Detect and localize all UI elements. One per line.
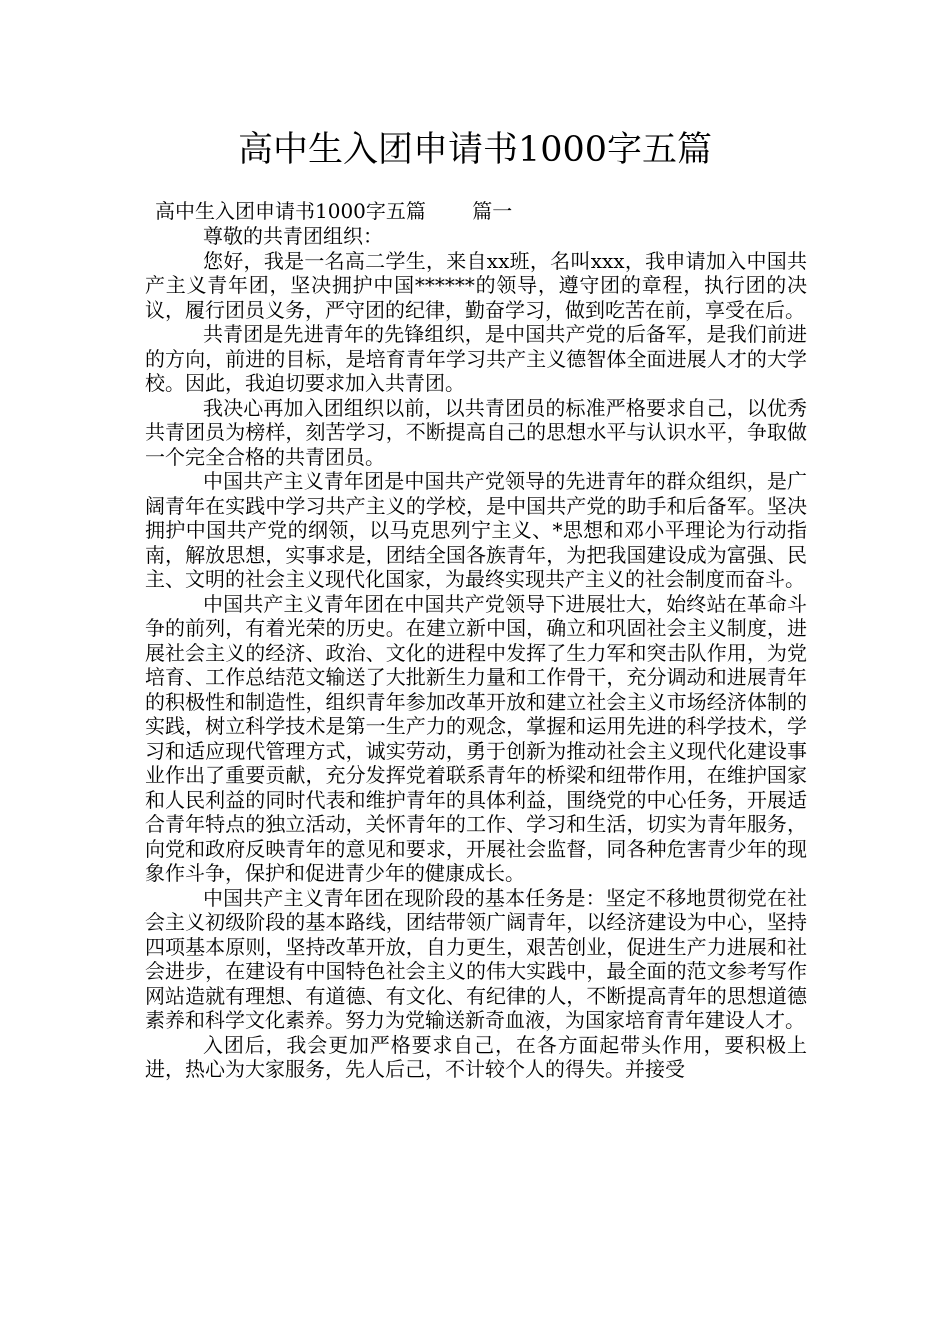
document-body	[145, 198, 807, 1082]
section-subtitle: 高中生入团申请书1000字五篇 篇一	[155, 199, 513, 223]
paragraph: 中国共产主义青年团在现阶段的基本任务是：坚定不移地贯彻党在社会主义初级阶段的基本路线，团结带领广阔青年，以经济建设为中心，坚持四项基本原则，坚持改革开放，自力更生，艰苦创业，促进生产力进展和社会进步，在建设有中国特色社会主义的伟大实践中，最全面的范文参考写作网站造就有理想、有道德、有文化、有纪律的人，不断提高青年的思想道德素养和科学文化素养。努力为党输送新奇血液，为国家培育青年建设人才。	[145, 885, 807, 1032]
paragraph: 中国共产主义青年团在中国共产党领导下进展壮大，始终站在革命斗争的前列，有着光荣的历史。在建立新中国，确立和巩固社会主义制度，进展社会主义的经济、政治、文化的进程中发挥了生力军和突击队作用，为党培育、工作总结范文输送了大批新生力量和工作骨干，充分调动和进展青年的积极性和制造性，组织青年参加改革开放和建立社会主义市场经济体制的实践，树立科学技术是第一生产力的观念，掌握和运用先进的科学技术，学习和适应现代管理方式，诚实劳动，勇于创新为推动社会主义现代化建设事业作出了重要贡献，充分发挥党着联系青年的桥梁和纽带作用，在维护国家和人民利益的同时代表和维护青年的具体利益，围绕党的中心任务，开展适合青年特点的独立活动，关怀青年的工作、学习和生活，切实为青年服务，向党和政府反映青年的意见和要求，开展社会监督，同各种危害青少年的现象作斗争，保护和促进青少年的健康成长。	[145, 591, 807, 885]
paragraph: 共青团是先进青年的先锋组织，是中国共产党的后备军，是我们前进的方向，前进的目标，是培育青年学习共产主义德智体全面进展人才的大学校。因此，我迫切要求加入共青团。	[145, 322, 807, 395]
document-title: 高中生入团申请书1000字五篇	[237, 130, 713, 170]
salutation: 尊敬的共青团组织：	[203, 224, 383, 248]
paragraph: 我决心再加入团组织以前，以共青团员的标准严格要求自己，以优秀共青团员为榜样，刻苦学习，不断提高自己的思想水平与认识水平，争取做一个完全合格的共青团员。	[145, 395, 807, 469]
paragraph: 您好，我是一名高二学生，来自xx班，名叫xxx，我申请加入中国共产主义青年团，坚决拥护中国******的领导，遵守团的章程，执行团的决议，履行团员义务，严守团的纪律，勤奋学习，做到吃苦在前，享受在后。	[145, 248, 807, 322]
paragraph: 中国共产主义青年团是中国共产党领导的先进青年的群众组织，是广阔青年在实践中学习共产主义的学校，是中国共产党的助手和后备军。坚决拥护中国共产党的纲领，以马克思列宁主义、*思想和邓小平理论为行动指南，解放思想，实事求是，团结全国各族青年，为把我国建设成为富强、民主、文明的社会主义现代化国家，为最终实现共产主义的社会制度而奋斗。	[145, 469, 807, 591]
paragraph: 入团后，我会更加严格要求自己，在各方面起带头作用，要积极上进，热心为大家服务，先人后己，不计较个人的得失。并接受	[145, 1032, 807, 1081]
